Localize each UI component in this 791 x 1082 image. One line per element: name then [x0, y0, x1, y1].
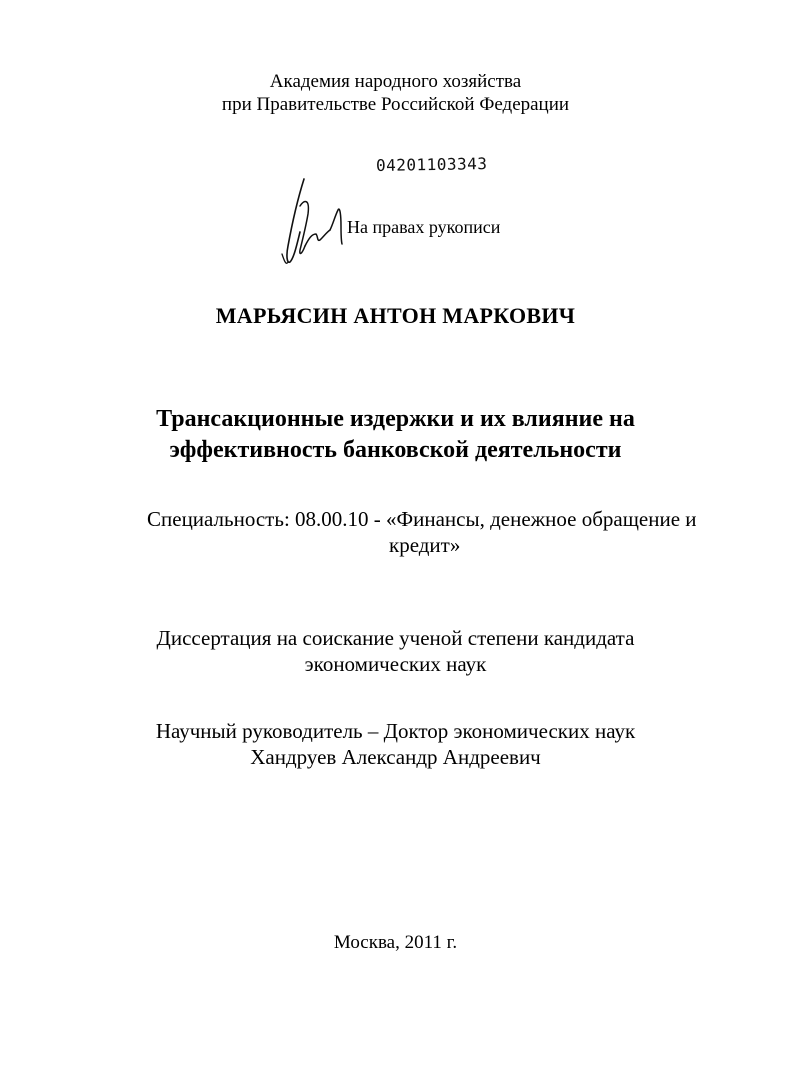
signature-icon	[278, 176, 348, 268]
specialty-line-2: кредит»	[389, 533, 461, 557]
institution-line-1: Академия народного хозяйства	[269, 71, 522, 92]
specialty-line-1: Специальность: 08.00.10 - «Финансы, денежное обращение и	[147, 507, 697, 531]
manuscript-rights-note: На правах рукописи	[347, 217, 501, 237]
dissertation-title-line-1: Трансакционные издержки и их влияние на	[156, 406, 635, 432]
degree-line-1: Диссертация на соискание ученой степени кандидата	[156, 626, 635, 650]
supervisor-line-2: Хандруев Александр Андреевич	[250, 745, 541, 769]
place-and-year: Москва, 2011 г.	[333, 932, 458, 953]
dissertation-title-line-2: эффективность банковской деятельности	[169, 437, 622, 463]
degree-line-2: экономических наук	[304, 652, 487, 676]
author-name: МАРЬЯСИН АНТОН МАРКОВИЧ	[215, 303, 576, 328]
institution-line-2: при Правительстве Российской Федерации	[221, 94, 570, 115]
supervisor-line-1: Научный руководитель – Доктор экономических наук	[155, 719, 636, 743]
archive-number-stamp: 04201103343	[375, 154, 488, 175]
